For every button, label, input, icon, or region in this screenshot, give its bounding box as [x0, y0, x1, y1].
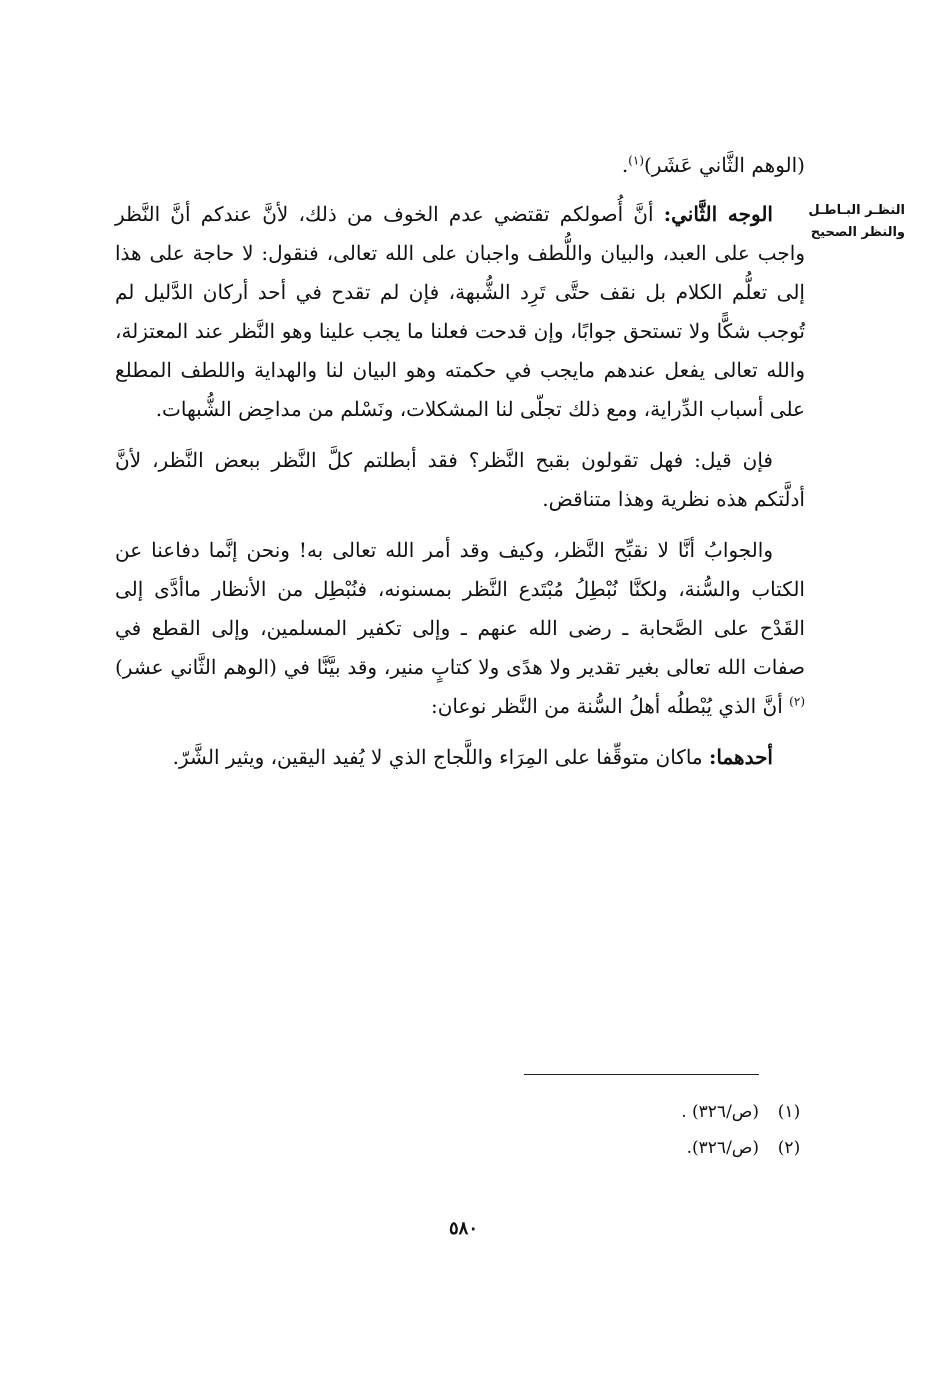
paragraph-1-lead: الوجه الثَّاني: [663, 202, 773, 226]
margin-note [805, 200, 905, 244]
paragraph-4-text: ماكان متوقِّفا على المِرَاء واللَّجاج الذي لا يُفيد اليقين، ويثير الشَّرّ. [172, 745, 709, 769]
footnote-2 [115, 1130, 805, 1166]
main-text [115, 146, 805, 789]
margin-note-line-1: النظـر البـاطـل [808, 203, 905, 218]
footnote-2-text: (ص/٣٢٦). [686, 1138, 759, 1158]
paragraph-1-text: أنَّ أُصولكم تقتضي عدم الخوف من ذلك، لأنَّ عندكم أنَّ النَّظر واجب على العبد، والبيان واللُّطف واجبان على الله تعالى، فنقول: لا حاجة على هذا إلى تعلُّم الكلام بل نقف حتَّى تَرِد الشُّبهة، فإن لم تقدح في أحد أركان الدَّليل لم تُوجب شكًّا ولا تستحق جوابًا، وإن قدحت فعلنا ما يجب علينا وهو النَّظر عند المعتزلة، والله تعالى يفعل عندهم مايجب في حكمته وهو البيان لنا والهداية واللطف المطلع على أسباب الدِّراية، ومع ذلك تجلّى لنا المشكلات، ونَسْلم من مداحِض الشُّبهات. [115, 202, 805, 421]
footnote-1 [115, 1094, 805, 1130]
footnote-ref-1: (١) [628, 153, 644, 168]
footnote-1-text: (ص/٣٢٦) . [681, 1102, 759, 1122]
footnotes [115, 1094, 805, 1166]
section-heading-text: (الوهم الثَّاني عَشَر) [644, 153, 805, 177]
footnote-1-number: (١) [777, 1102, 801, 1122]
paragraph-3 [115, 531, 805, 726]
footnote-ref-2: (٢) [789, 694, 805, 709]
paragraph-3-text-cont: أنَّ الذي يُبْطلُه أهلُ السُّنة من النَّظر نوعان: [430, 694, 790, 718]
paragraph-3-text: والجوابُ أنَّا لا نقبِّح النَّظر، وكيف وقد أمر الله تعالى به! ونحن إنَّما دفاعنا عن الكتاب والسُّنة، ولكنَّا نُبْطِلُ مُبْتَدع النَّظر بمسنونه، فنُبْطِل من الأنظار ماأدَّى إلى القَدْح على الصَّحابة ـ رضى الله عنهم ـ وإلى تكفير المسلمين، وإلى القطع في صفات الله تعالى بغير تقدير ولا هدًى ولا كتابٍ منير، وقد بيَّنَّا في (الوهم الثَّاني عشر) [115, 538, 805, 679]
paragraph-4-lead: أحدهما: [708, 745, 773, 769]
footnote-2-number: (٢) [777, 1138, 801, 1158]
page-number: ٥٨٠ [448, 1218, 478, 1239]
footnote-divider [524, 1074, 759, 1075]
section-heading-end: . [621, 153, 629, 177]
paragraph-2-text: فإن قيل: فهل تقولون بقبح النَّظر؟ فقد أبطلتم كلَّ النَّظر ببعض النَّظر، لأنَّ أدلَّتكم هذه نظرية وهذا متناقض. [115, 448, 805, 511]
paragraph-2 [115, 441, 805, 519]
paragraph-4 [115, 738, 805, 777]
section-heading [115, 146, 805, 185]
margin-note-line-2: والنظر الصحيح [810, 225, 905, 240]
paragraph-1 [115, 195, 805, 429]
